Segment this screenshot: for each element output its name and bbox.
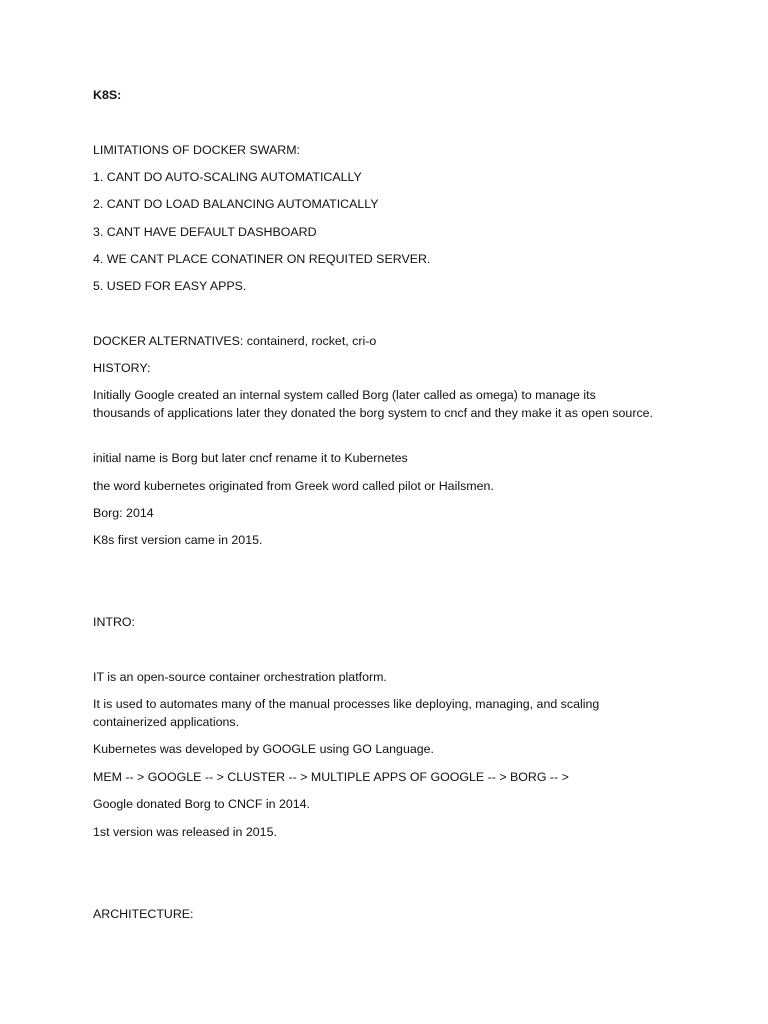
limitations-heading: LIMITATIONS OF DOCKER SWARM: [93, 143, 300, 157]
history-paragraph: Borg: 2014 [93, 506, 154, 520]
limitation-item: 5. USED FOR EASY APPS. [93, 279, 247, 293]
intro-paragraph: 1st version was released in 2015. [93, 825, 277, 839]
history-paragraph: the word kubernetes originated from Greek word called pilot or Hailsmen. [93, 479, 494, 493]
history-paragraph: initial name is Borg but later cncf rename it to Kubernetes [93, 451, 408, 465]
document-title: K8S: [93, 88, 122, 102]
limitation-item: 1. CANT DO AUTO-SCALING AUTOMATICALLY [93, 170, 362, 184]
intro-paragraph: Google donated Borg to CNCF in 2014. [93, 797, 310, 811]
limitation-item: 2. CANT DO LOAD BALANCING AUTOMATICALLY [93, 197, 379, 211]
history-heading: HISTORY: [93, 361, 151, 375]
intro-paragraph: It is used to automates many of the manual processes like deploying, managing, and scaling containerized applications. [93, 697, 600, 729]
history-paragraph: K8s first version came in 2015. [93, 533, 263, 547]
intro-heading: INTRO: [93, 615, 135, 629]
architecture-heading: ARCHITECTURE: [93, 907, 194, 921]
docker-alternatives: DOCKER ALTERNATIVES: containerd, rocket, cri-o [93, 334, 377, 348]
intro-paragraph: IT is an open-source container orchestration platform. [93, 670, 387, 684]
intro-paragraph: Kubernetes was developed by GOOGLE using GO Language. [93, 742, 434, 756]
intro-paragraph: MEM -- > GOOGLE -- > CLUSTER -- > MULTIPLE APPS OF GOOGLE -- > BORG -- > [93, 770, 569, 784]
history-paragraph: Initially Google created an internal system called Borg (later called as omega) to manage its thousands of applications later they donated the borg system to cncf and they make it as open source. [93, 388, 653, 420]
limitation-item: 4. WE CANT PLACE CONATINER ON REQUITED SERVER. [93, 252, 431, 266]
limitation-item: 3. CANT HAVE DEFAULT DASHBOARD [93, 225, 317, 239]
